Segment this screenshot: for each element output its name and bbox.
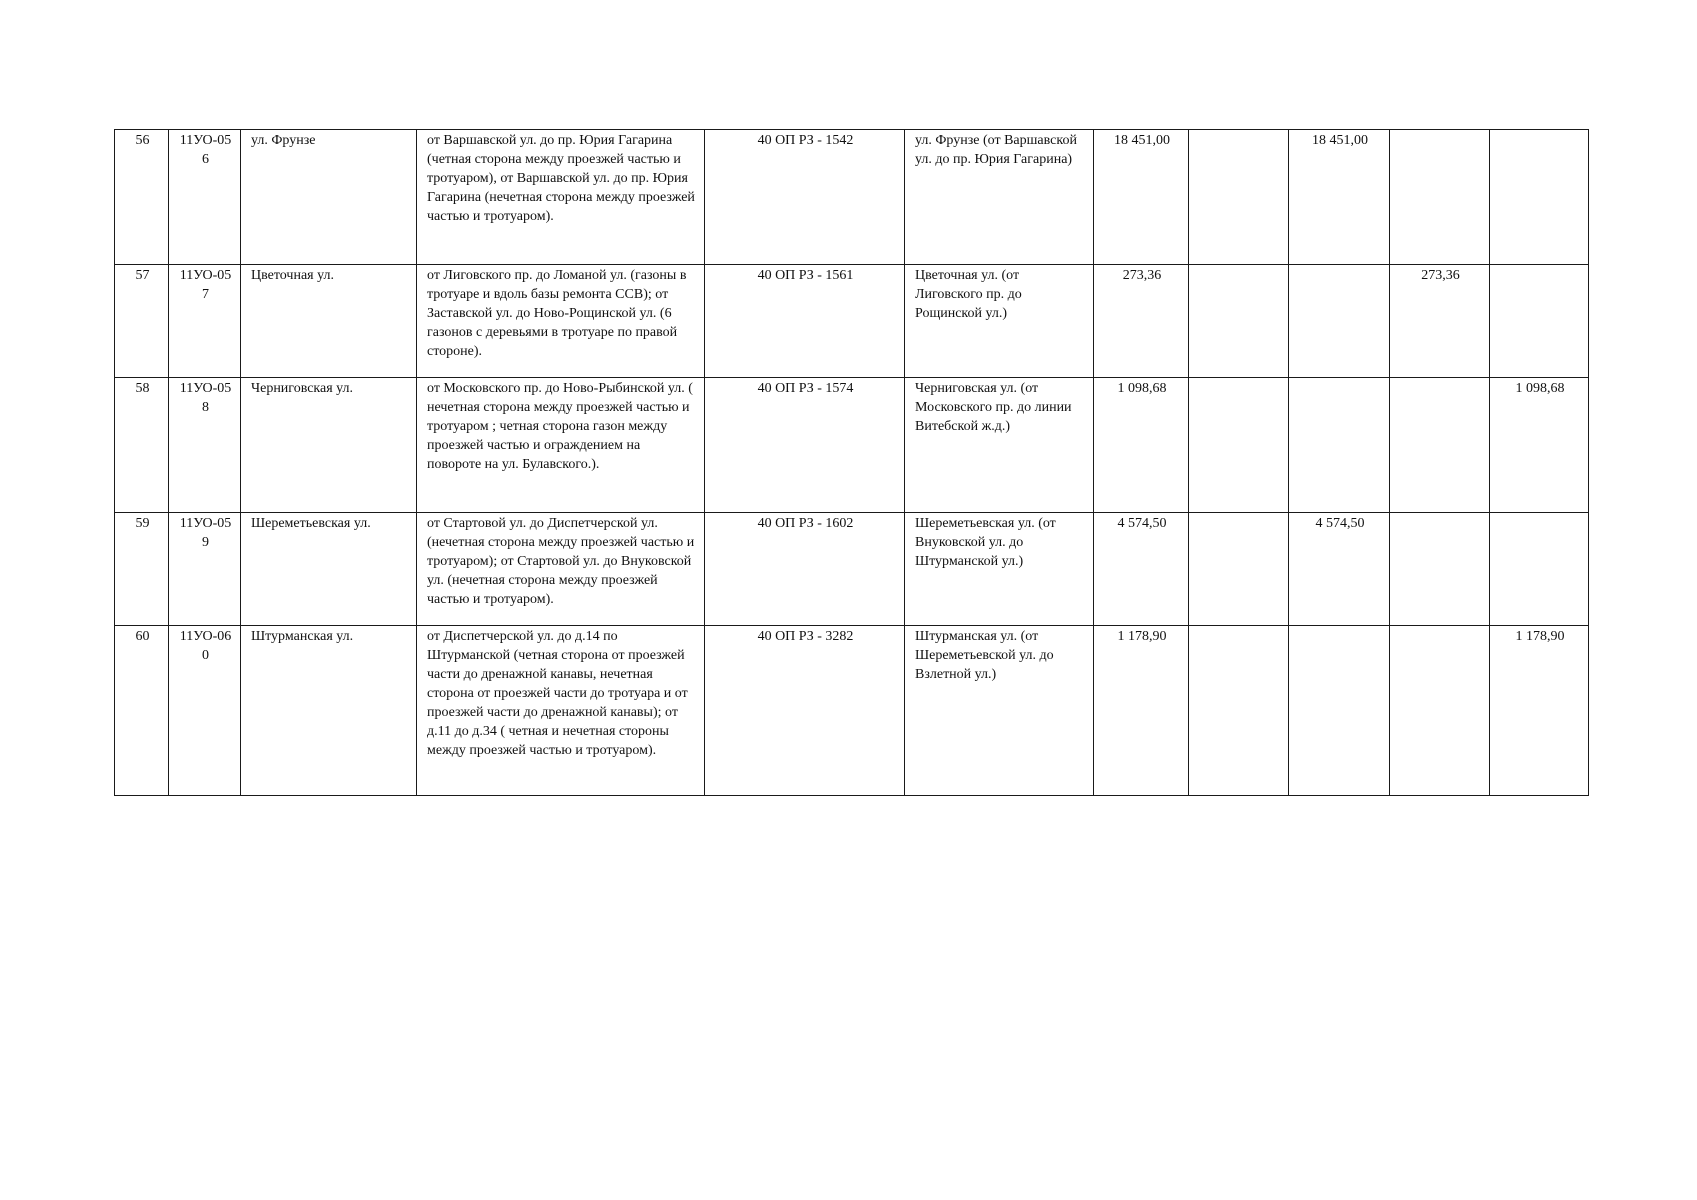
table-row [115,130,1589,265]
area-col-11 [1490,513,1589,626]
area-col-9 [1289,626,1390,796]
row-number: 57 [115,265,169,378]
total-area: 273,36 [1094,265,1189,378]
row-number: 60 [115,626,169,796]
registry-number: 40 ОП РЗ - 1542 [705,130,905,265]
area-col-9: 4 574,50 [1289,513,1390,626]
road-object: Штурманская ул. (от Шереметьевской ул. до Взлетной ул.) [905,626,1094,796]
street-name: Штурманская ул. [241,626,417,796]
road-object: Шереметьевская ул. (от Внуковской ул. до Штурманской ул.) [905,513,1094,626]
table-row [115,378,1589,513]
row-number: 59 [115,513,169,626]
street-name: Шереметьевская ул. [241,513,417,626]
location-description: от Стартовой ул. до Диспетчерской ул. (нечетная сторона между проезжей частью и тротуаром); от Стартовой ул. до Внуковской ул. (нечетная сторона между проезжей частью и тротуаром). [417,513,705,626]
area-col-8 [1189,513,1289,626]
total-area: 1 178,90 [1094,626,1189,796]
location-description: от Лиговского пр. до Ломаной ул. (газоны в тротуаре и вдоль базы ремонта ССВ); от Заставской ул. до Ново-Рощинской ул. (6 газонов с деревьями в тротуаре по правой стороне). [417,265,705,378]
road-object: ул. Фрунзе (от Варшавской ул. до пр. Юрия Гагарина) [905,130,1094,265]
object-code: 11УО-059 [169,513,241,626]
road-object: Цветочная ул. (от Лиговского пр. до Рощинской ул.) [905,265,1094,378]
location-description: от Варшавской ул. до пр. Юрия Гагарина (четная сторона между проезжей частью и тротуаром), от Варшавской ул. до пр. Юрия Гагарина (нечетная сторона между проезжей частью и тротуаром). [417,130,705,265]
street-name: Черниговская ул. [241,378,417,513]
total-area: 18 451,00 [1094,130,1189,265]
total-area: 1 098,68 [1094,378,1189,513]
registry-number: 40 ОП РЗ - 1574 [705,378,905,513]
area-col-10 [1390,626,1490,796]
street-name: ул. Фрунзе [241,130,417,265]
registry-number: 40 ОП РЗ - 1561 [705,265,905,378]
object-code: 11УО-056 [169,130,241,265]
green-zones-table [114,129,1589,796]
object-code: 11УО-060 [169,626,241,796]
area-col-11: 1 098,68 [1490,378,1589,513]
area-col-9 [1289,265,1390,378]
area-col-10: 273,36 [1390,265,1490,378]
area-col-8 [1189,378,1289,513]
table-row [115,626,1589,796]
area-col-10 [1390,513,1490,626]
street-name: Цветочная ул. [241,265,417,378]
object-code: 11УО-057 [169,265,241,378]
table-row [115,513,1589,626]
area-col-9 [1289,378,1390,513]
total-area: 4 574,50 [1094,513,1189,626]
location-description: от Московского пр. до Ново-Рыбинской ул. ( нечетная сторона между проезжей частью и тротуаром ; четная сторона газон между проезжей частью и ограждением на повороте на ул. Булавского.). [417,378,705,513]
road-object: Черниговская ул. (от Московского пр. до линии Витебской ж.д.) [905,378,1094,513]
area-col-11 [1490,265,1589,378]
area-col-9: 18 451,00 [1289,130,1390,265]
area-col-8 [1189,130,1289,265]
area-col-8 [1189,265,1289,378]
area-col-10 [1390,130,1490,265]
area-col-11: 1 178,90 [1490,626,1589,796]
table-row [115,265,1589,378]
area-col-10 [1390,378,1490,513]
object-code: 11УО-058 [169,378,241,513]
area-col-11 [1490,130,1589,265]
row-number: 56 [115,130,169,265]
area-col-8 [1189,626,1289,796]
registry-number: 40 ОП РЗ - 1602 [705,513,905,626]
location-description: от Диспетчерской ул. до д.14 по Штурманской (четная сторона от проезжей части до дренажной канавы, нечетная сторона от проезжей части до тротуара и от проезжей части до дренажной канавы); от д.11 до д.34 ( четная и нечетная стороны между проезжей частью и тротуаром). [417,626,705,796]
registry-number: 40 ОП РЗ - 3282 [705,626,905,796]
row-number: 58 [115,378,169,513]
